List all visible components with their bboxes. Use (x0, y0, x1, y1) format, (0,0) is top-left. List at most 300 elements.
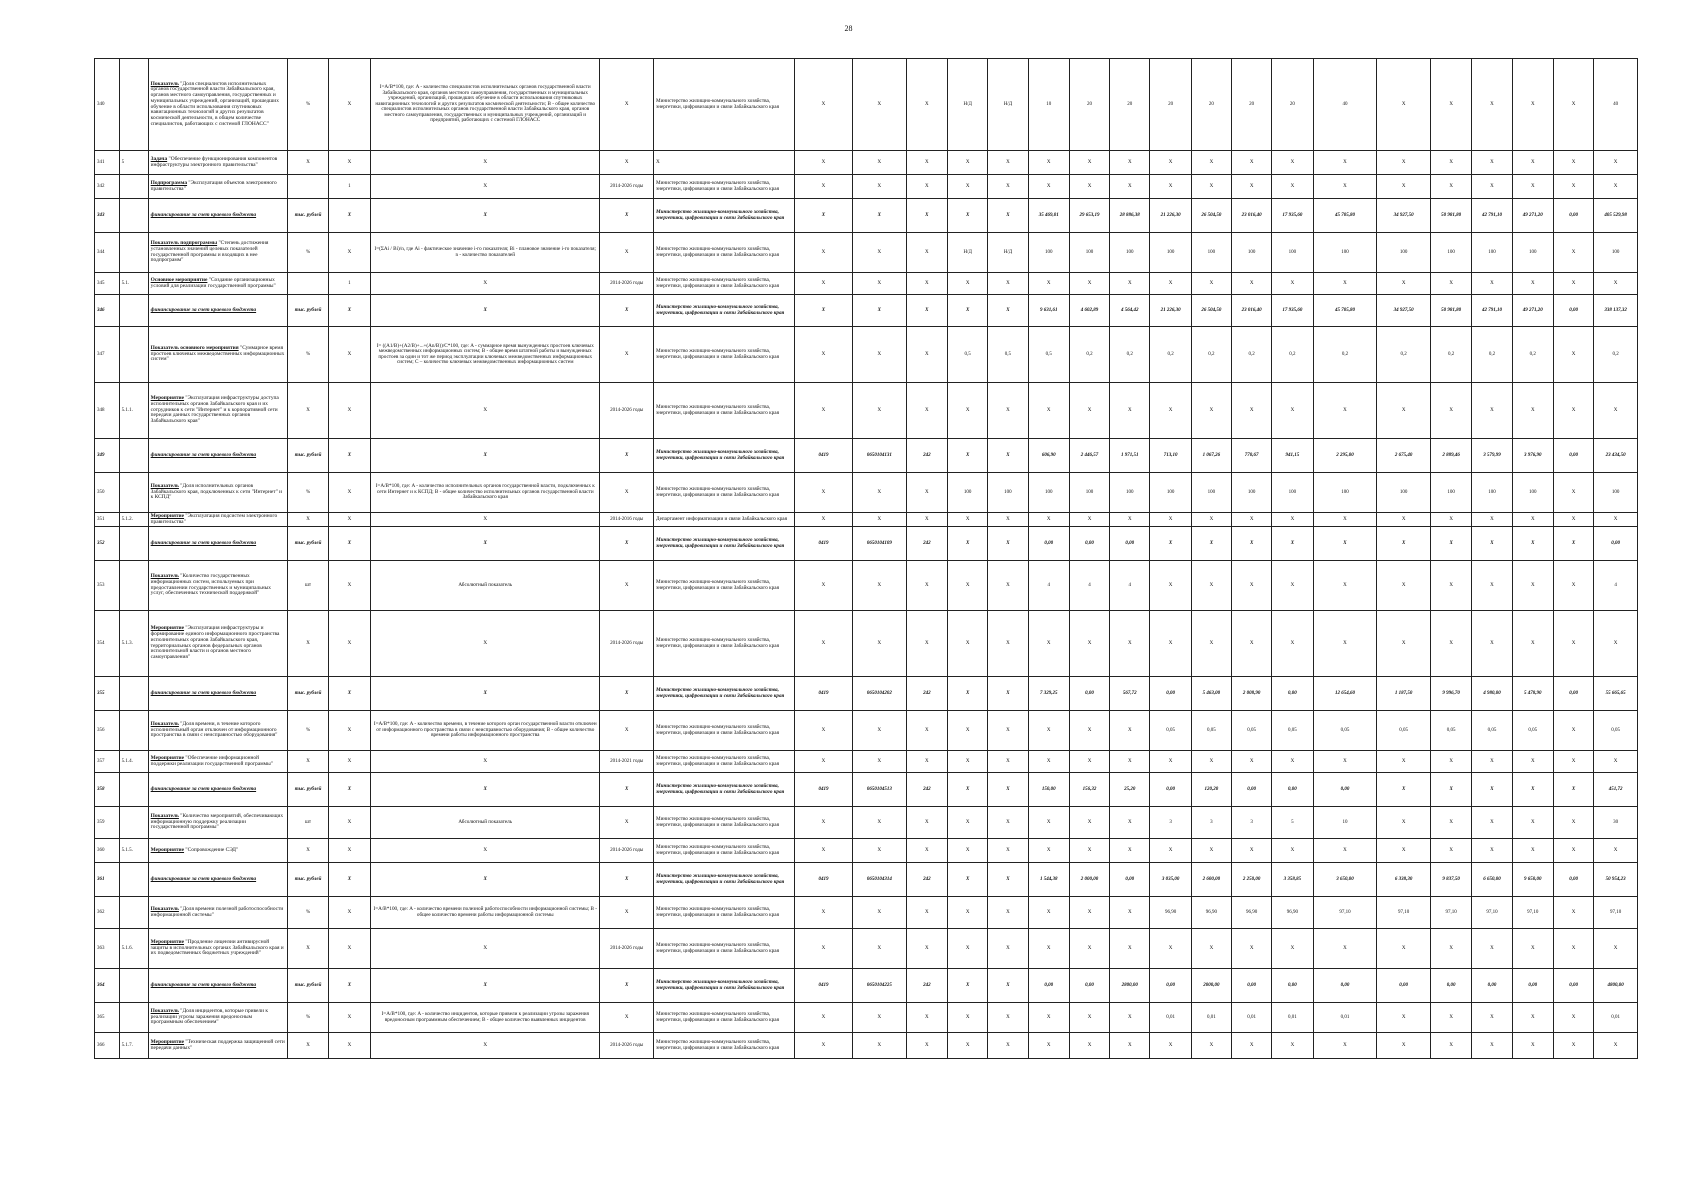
value-cell: X (1028, 151, 1069, 175)
value-cell: X (1313, 527, 1377, 561)
value-cell: X (1594, 611, 1638, 677)
value-cell: X (794, 1033, 852, 1059)
value-cell: 4 (1110, 561, 1150, 611)
value-cell: X (1553, 327, 1593, 383)
value-cell: X (1069, 711, 1109, 751)
row-name-cell: Показатель подпрограммы "Степень достижения установленных значений целевых показателей государственной программы и входящих в нее подпрограмм" (148, 233, 288, 273)
value-cell: X (906, 383, 947, 439)
value-cell: X (1313, 513, 1377, 527)
value-cell: X (1553, 1003, 1593, 1033)
executor-cell: Министерство жилищно-коммунального хозяйства, энергетики, цифровизации и связи Забайкальского края (654, 863, 795, 897)
value-cell: 0,2 (1472, 327, 1512, 383)
value-cell: X (1472, 175, 1512, 199)
row-name-cell: Мероприятие "Эксплуатация инфраструктуры доступа исполнительных органов Забайкальского края и их сотрудников к сети "Интернет" и к корпоративной сети передачи данных государственных органов Забайкальского края" (148, 383, 288, 439)
value-cell: 606,90 (1028, 439, 1069, 473)
row-number-cell: 346 (95, 295, 120, 327)
value-cell: X (794, 151, 852, 175)
value-cell: 0419 (794, 527, 852, 561)
executor-cell: Министерство жилищно-коммунального хозяйства, энергетики, цифровизации и связи Забайкальского края (654, 199, 795, 233)
value-cell: 34 927,50 (1377, 295, 1431, 327)
value-cell: 0,05 (1512, 711, 1553, 751)
value-cell: 0,00 (1272, 677, 1313, 711)
executor-cell: Министерство жилищно-коммунального хозяйства, энергетики, цифровизации и связи Забайкальского края (654, 897, 795, 929)
value-cell: 0,01 (1594, 1003, 1638, 1033)
value-cell: X (1232, 751, 1272, 773)
value-cell: 0,00 (1028, 527, 1069, 561)
period-cell: X (600, 199, 654, 233)
value-cell: 0,00 (1313, 969, 1377, 1003)
value-cell: X (794, 383, 852, 439)
row-code-cell (119, 175, 148, 199)
executor-cell: Министерство жилищно-коммунального хозяйства, энергетики, цифровизации и связи Забайкальского края (654, 929, 795, 969)
value-cell: 21 226,30 (1150, 199, 1191, 233)
unit-cell: % (288, 711, 328, 751)
row-code-cell (119, 677, 148, 711)
value-cell: Н/Д (988, 233, 1028, 273)
value-cell: X (906, 561, 947, 611)
value-cell: X (1028, 897, 1069, 929)
executor-cell: Министерство жилищно-коммунального хозяйства, энергетики, цифровизации и связи Забайкальского края (654, 527, 795, 561)
value-cell: 100 (1512, 473, 1553, 513)
value-cell: 0,00 (1430, 969, 1471, 1003)
value-cell: X (1594, 839, 1638, 863)
formula-cell: I=A/B*100, где: A - количество специалистов исполнительных органов государственной власти Забайкальского края, органов местного самоуправления, государственных и муниципальных учреждений, организаций, прошедших обучение в области использования спутниковых навигационных технологий и других результатов космической деятельности; B - общее количество специалистов исполнительных органов государственной власти Забайкальского края, органов местного самоуправления, государственных и муниципальных учреждений, организаций и предприятий, работающих с системой ГЛОНАСС (371, 59, 600, 151)
row-number-cell: 363 (95, 929, 120, 969)
period-cell: X (600, 863, 654, 897)
value-cell: 4 (1594, 561, 1638, 611)
value-cell: 100 (1191, 233, 1231, 273)
value-cell: X (794, 513, 852, 527)
indicator-flag-cell: X (328, 929, 370, 969)
value-cell: X (1150, 175, 1191, 199)
value-cell: 120,20 (1191, 773, 1231, 807)
value-cell: 1 067,26 (1191, 439, 1231, 473)
row-name-cell: Показатель "Доля инцидентов, которые привели к реализации угрозы заражения вредоносным программным обеспечением" (148, 1003, 288, 1033)
value-cell: X (1594, 1033, 1638, 1059)
value-cell: 7 329,25 (1028, 677, 1069, 711)
value-cell: 42 791,10 (1472, 199, 1512, 233)
value-cell: 0,2 (1272, 327, 1313, 383)
formula-cell: X (371, 199, 600, 233)
value-cell: 0,2 (1430, 327, 1471, 383)
value-cell: 0,00 (1472, 969, 1512, 1003)
value-cell: 45 705,80 (1313, 295, 1377, 327)
value-cell: X (988, 383, 1028, 439)
indicator-flag-cell: X (328, 969, 370, 1003)
value-cell: X (1110, 151, 1150, 175)
row-number-cell: 353 (95, 561, 120, 611)
value-cell: 9 837,50 (1430, 863, 1471, 897)
formula-cell: Абсолютный показатель (371, 561, 600, 611)
value-cell: X (948, 561, 988, 611)
value-cell: 12 654,60 (1313, 677, 1377, 711)
value-cell: X (988, 273, 1028, 295)
value-cell: Н/Д (988, 59, 1028, 151)
table-row (95, 1003, 1638, 1033)
value-cell: 100 (1313, 473, 1377, 513)
program-table (94, 58, 1638, 1059)
value-cell: 0650104225 (853, 969, 907, 1003)
indicator-flag-cell: X (328, 527, 370, 561)
value-cell: 25,20 (1110, 773, 1150, 807)
value-cell: X (1472, 1003, 1512, 1033)
table-row (95, 711, 1638, 751)
indicator-flag-cell: X (328, 233, 370, 273)
value-cell: 2 889,46 (1430, 439, 1471, 473)
executor-cell: Министерство жилищно-коммунального хозяйства, энергетики, цифровизации и связи Забайкальского края (654, 839, 795, 863)
formula-cell: I=(ΣAi / Bi)/n, где Ai - фактическое значение i-го показателя; Bi - плановое значение i-го показателя; n - количество показателей (371, 233, 600, 273)
value-cell: 0,01 (1191, 1003, 1231, 1033)
formula-cell: I=A/B*100, где: A - количество исполнительных органов государственной власти, подключенных к сети Интернет и к КСПД; B - общее количество исполнительных органов государственной власти Забайкальского края (371, 473, 600, 513)
value-cell: X (853, 383, 907, 439)
value-cell: 5 463,00 (1191, 677, 1231, 711)
value-cell: 4800,00 (1594, 969, 1638, 1003)
executor-cell: Министерство жилищно-коммунального хозяйства, энергетики, цифровизации и связи Забайкальского края (654, 59, 795, 151)
row-name-cell: финансирование за счет краевого бюджета (148, 199, 288, 233)
value-cell: 100 (1313, 233, 1377, 273)
table-row (95, 175, 1638, 199)
value-cell: X (794, 611, 852, 677)
executor-cell: Министерство жилищно-коммунального хозяйства, энергетики, цифровизации и связи Забайкальского края (654, 773, 795, 807)
value-cell: X (1377, 773, 1431, 807)
value-cell: 150,00 (1028, 773, 1069, 807)
unit-cell: тыс. рублей (288, 969, 328, 1003)
value-cell: 100 (988, 473, 1028, 513)
value-cell: X (853, 233, 907, 273)
indicator-flag-cell: X (328, 59, 370, 151)
value-cell: 3 976,90 (1512, 439, 1553, 473)
value-cell: X (1472, 751, 1512, 773)
value-cell: X (1110, 175, 1150, 199)
value-cell: X (1232, 1033, 1272, 1059)
row-type-label: Задача (150, 155, 168, 162)
value-cell: X (1191, 839, 1231, 863)
value-cell: 100 (1272, 473, 1313, 513)
value-cell: 0,00 (1553, 677, 1593, 711)
unit-cell: X (288, 383, 328, 439)
row-code-cell (119, 863, 148, 897)
table-row (95, 273, 1638, 295)
unit-cell: тыс. рублей (288, 295, 328, 327)
period-cell: X (600, 233, 654, 273)
value-cell: X (1272, 561, 1313, 611)
value-cell: 40 (1313, 59, 1377, 151)
table-row (95, 59, 1638, 151)
executor-cell: X (654, 151, 795, 175)
value-cell: 17 935,60 (1272, 295, 1313, 327)
row-name-cell: Мероприятие "Сопровождение СЭД" (148, 839, 288, 863)
executor-cell: Министерство жилищно-коммунального хозяйства, энергетики, цифровизации и связи Забайкальского края (654, 175, 795, 199)
value-cell: X (1512, 273, 1553, 295)
value-cell: X (1472, 59, 1512, 151)
indicator-flag-cell: 1 (328, 175, 370, 199)
row-name-cell: Показатель "Количество государственных информационных систем, используемых при предоставлении государственных и муниципальных услуг, обеспеченных технической поддержкой" (148, 561, 288, 611)
value-cell: X (1191, 151, 1231, 175)
value-cell: X (1150, 151, 1191, 175)
value-cell: X (906, 295, 947, 327)
value-cell: X (906, 807, 947, 839)
formula-cell: Абсолютный показатель (371, 807, 600, 839)
value-cell: X (988, 751, 1028, 773)
unit-cell (288, 175, 328, 199)
value-cell: X (1512, 59, 1553, 151)
row-number-cell: 348 (95, 383, 120, 439)
value-cell: X (853, 295, 907, 327)
value-cell: X (988, 199, 1028, 233)
row-number-cell: 356 (95, 711, 120, 751)
row-number-cell: 345 (95, 273, 120, 295)
row-number-cell: 350 (95, 473, 120, 513)
value-cell: 100 (1272, 233, 1313, 273)
value-cell: X (1512, 561, 1553, 611)
value-cell: 97,10 (1472, 897, 1512, 929)
value-cell: 0,2 (1594, 327, 1638, 383)
row-code-cell: 5.1.2. (119, 513, 148, 527)
formula-cell: X (371, 677, 600, 711)
value-cell: X (1430, 273, 1471, 295)
period-cell: 2014-2026 годы (600, 273, 654, 295)
row-code-cell (119, 295, 148, 327)
value-cell: X (794, 1003, 852, 1033)
value-cell: X (1430, 561, 1471, 611)
value-cell: 0,00 (1272, 969, 1313, 1003)
value-cell: X (1430, 59, 1471, 151)
value-cell: X (1191, 273, 1231, 295)
indicator-flag-cell: X (328, 295, 370, 327)
value-cell: X (1110, 897, 1150, 929)
unit-cell: % (288, 473, 328, 513)
value-cell: X (1594, 383, 1638, 439)
row-number-cell: 360 (95, 839, 120, 863)
value-cell: X (988, 1003, 1028, 1033)
row-name-cell: Показатель "Доля специалистов исполнительных органов государственной власти Забайкальского края, органов местного самоуправления, государственных и муниципальных учреждений, организаций, прошедших обучение в области использования спутниковых навигационных технологий и других результатов космической деятельности, в общем количестве специалистов, работающих с системой ГЛОНАСС" (148, 59, 288, 151)
value-cell: 5 (1272, 807, 1313, 839)
executor-cell: Министерство жилищно-коммунального хозяйства, энергетики, цифровизации и связи Забайкальского края (654, 807, 795, 839)
value-cell: 6 338,30 (1377, 863, 1431, 897)
value-cell: X (906, 1003, 947, 1033)
value-cell: X (794, 233, 852, 273)
value-cell: X (853, 611, 907, 677)
value-cell: X (1191, 175, 1231, 199)
value-cell: 0,05 (1377, 711, 1431, 751)
value-cell: 0,05 (1272, 711, 1313, 751)
value-cell: X (1472, 561, 1512, 611)
value-cell: 0650104109 (853, 527, 907, 561)
value-cell: X (1512, 773, 1553, 807)
value-cell: 0,2 (1512, 327, 1553, 383)
value-cell: X (906, 929, 947, 969)
value-cell: X (853, 897, 907, 929)
value-cell: X (1594, 751, 1638, 773)
unit-cell: тыс. рублей (288, 677, 328, 711)
value-cell: X (1377, 513, 1431, 527)
row-code-cell: 5.1.5. (119, 839, 148, 863)
indicator-flag-cell: X (328, 1033, 370, 1059)
row-code-cell (119, 199, 148, 233)
executor-cell: Министерство жилищно-коммунального хозяйства, энергетики, цифровизации и связи Забайкальского края (654, 969, 795, 1003)
value-cell: X (1110, 611, 1150, 677)
value-cell: 451,72 (1594, 773, 1638, 807)
value-cell: X (1553, 561, 1593, 611)
value-cell: 713,10 (1150, 439, 1191, 473)
row-type-label: Мероприятие (150, 846, 185, 853)
value-cell: X (906, 839, 947, 863)
executor-cell: Министерство жилищно-коммунального хозяйства, энергетики, цифровизации и связи Забайкальского края (654, 295, 795, 327)
value-cell: X (1110, 711, 1150, 751)
value-cell: X (906, 611, 947, 677)
value-cell: X (1028, 929, 1069, 969)
value-cell: 35 469,01 (1028, 199, 1069, 233)
value-cell: X (794, 175, 852, 199)
value-cell: 1 187,50 (1377, 677, 1431, 711)
value-cell: 2 675,40 (1377, 439, 1431, 473)
value-cell: X (1191, 561, 1231, 611)
period-cell: 2014-2021 годы (600, 751, 654, 773)
value-cell: X (1069, 273, 1109, 295)
value-cell: X (1150, 513, 1191, 527)
value-cell: X (988, 295, 1028, 327)
value-cell: X (988, 1033, 1028, 1059)
value-cell: 4 602,89 (1069, 295, 1109, 327)
executor-cell: Департамент информатизации и связи Забайкальского края (654, 513, 795, 527)
value-cell: X (906, 233, 947, 273)
value-cell: 100 (1594, 233, 1638, 273)
value-cell: X (1232, 611, 1272, 677)
row-name-cell: финансирование за счет краевого бюджета (148, 863, 288, 897)
value-cell: 23 434,50 (1594, 439, 1638, 473)
value-cell: X (948, 527, 988, 561)
value-cell: 2 295,00 (1313, 439, 1377, 473)
value-cell: X (794, 751, 852, 773)
row-name-cell: финансирование за счет краевого бюджета (148, 527, 288, 561)
value-cell: X (1377, 611, 1431, 677)
value-cell: 0,00 (1553, 439, 1593, 473)
value-cell: 0,00 (1150, 773, 1191, 807)
value-cell: 4 564,42 (1110, 295, 1150, 327)
value-cell: 0,05 (1313, 711, 1377, 751)
value-cell: 0650104202 (853, 677, 907, 711)
value-cell: X (988, 513, 1028, 527)
value-cell: X (1553, 773, 1593, 807)
value-cell: X (1028, 175, 1069, 199)
row-name-cell: Показатель "Доля времени, в течение которого исполнительный орган отключен от информационного пространства в связи с неисправностью оборудования" (148, 711, 288, 751)
value-cell: X (1377, 383, 1431, 439)
value-cell: 156,32 (1069, 773, 1109, 807)
value-cell: X (853, 839, 907, 863)
row-code-cell (119, 59, 148, 151)
value-cell: X (853, 561, 907, 611)
value-cell: 20 (1191, 59, 1231, 151)
value-cell: X (1553, 807, 1593, 839)
row-type-label: Показатель (150, 720, 179, 727)
row-name-cell: Мероприятие "Эксплуатация инфраструктуры и формирование единого информационного пространства исполнительных органов Забайкальского края, территориальных органов федеральных органов исполнительной власти и органов местного самоуправления" (148, 611, 288, 677)
value-cell: 97,10 (1313, 897, 1377, 929)
row-type-label: Мероприятие (150, 754, 185, 761)
value-cell: X (1150, 1033, 1191, 1059)
value-cell: X (1553, 273, 1593, 295)
row-code-cell (119, 561, 148, 611)
value-cell: X (1069, 807, 1109, 839)
value-cell: X (1512, 527, 1553, 561)
row-name-cell: Показатель основного мероприятия "Суммарное время простоев ключевых межведомственных информационных систем" (148, 327, 288, 383)
unit-cell: тыс. рублей (288, 773, 328, 807)
value-cell: 242 (906, 527, 947, 561)
value-cell: X (1232, 383, 1272, 439)
value-cell: X (906, 473, 947, 513)
period-cell: X (600, 295, 654, 327)
value-cell: 100 (1150, 473, 1191, 513)
table-row (95, 807, 1638, 839)
row-type-label: Подпрограмма (150, 179, 188, 186)
value-cell: X (1110, 929, 1150, 969)
value-cell: X (1232, 839, 1272, 863)
value-cell: 0,00 (1313, 773, 1377, 807)
value-cell: X (1377, 751, 1431, 773)
value-cell: X (1069, 611, 1109, 677)
value-cell: X (1377, 151, 1431, 175)
executor-cell: Министерство жилищно-коммунального хозяйства, энергетики, цифровизации и связи Забайкальского края (654, 561, 795, 611)
value-cell: 96,90 (1272, 897, 1313, 929)
value-cell: X (1512, 929, 1553, 969)
value-cell: X (906, 1033, 947, 1059)
value-cell: 0650104131 (853, 439, 907, 473)
indicator-flag-cell: X (328, 863, 370, 897)
row-name-cell: финансирование за счет краевого бюджета (148, 295, 288, 327)
value-cell: X (988, 439, 1028, 473)
table-row (95, 473, 1638, 513)
table-row (95, 513, 1638, 527)
row-number-cell: 344 (95, 233, 120, 273)
value-cell: X (1313, 839, 1377, 863)
indicator-flag-cell: X (328, 1003, 370, 1033)
value-cell: 242 (906, 969, 947, 1003)
value-cell: 0,2 (1191, 327, 1231, 383)
value-cell: 100 (1430, 473, 1471, 513)
value-cell: X (948, 751, 988, 773)
value-cell: X (1472, 1033, 1512, 1059)
table-row (95, 929, 1638, 969)
value-cell: X (794, 199, 852, 233)
value-cell: X (1553, 1033, 1593, 1059)
value-cell: X (1110, 1033, 1150, 1059)
value-cell: X (988, 863, 1028, 897)
value-cell: 0650104513 (853, 773, 907, 807)
value-cell: X (853, 199, 907, 233)
value-cell: 26 504,50 (1191, 295, 1231, 327)
value-cell: X (948, 969, 988, 1003)
row-code-cell (119, 233, 148, 273)
row-type-label: Основное мероприятие (150, 276, 208, 283)
row-number-cell: 355 (95, 677, 120, 711)
value-cell: 10 (1028, 59, 1069, 151)
value-cell: X (1430, 1033, 1471, 1059)
value-cell: 96,90 (1232, 897, 1272, 929)
value-cell: 20 (1272, 59, 1313, 151)
row-type-label: Показатель (150, 573, 179, 580)
value-cell: X (1512, 1003, 1553, 1033)
value-cell: X (988, 773, 1028, 807)
value-cell: X (1069, 897, 1109, 929)
value-cell: 0,2 (1069, 327, 1109, 383)
table-row (95, 439, 1638, 473)
value-cell: X (1553, 897, 1593, 929)
row-type-label: Показатель (150, 812, 179, 819)
value-cell: X (853, 929, 907, 969)
value-cell: X (1110, 839, 1150, 863)
period-cell: X (600, 561, 654, 611)
value-cell: X (1553, 929, 1593, 969)
value-cell: X (1313, 151, 1377, 175)
